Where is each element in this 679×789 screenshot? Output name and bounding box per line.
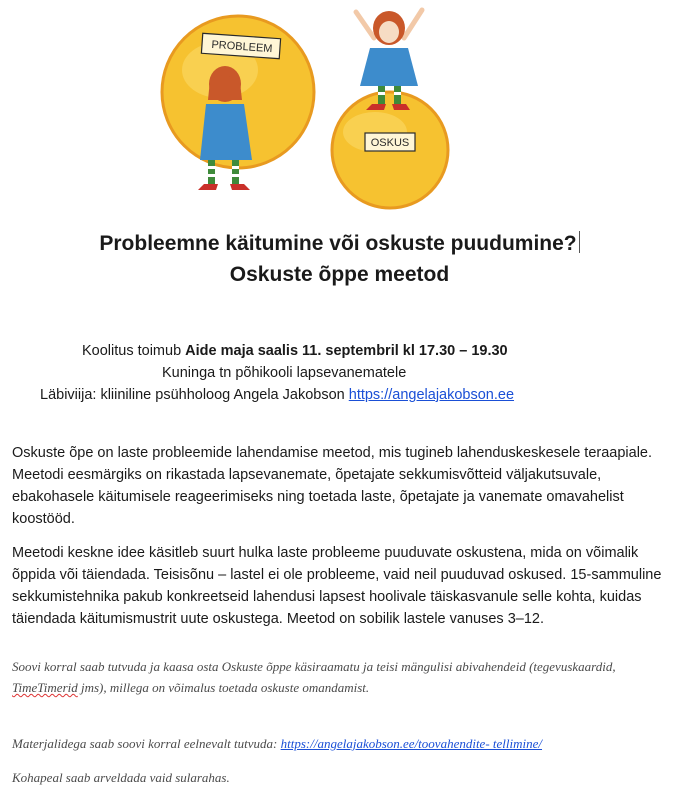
title-line-2: Oskuste õppe meetod	[229, 263, 450, 286]
event-location-line: Koolitus toimub Aide maja saalis 11. septembril kl 17.30 – 19.30	[82, 343, 508, 359]
paragraph-method-idea: Meetodi keskne idee käsitleb suurt hulka laste probleeme puuduvate oskustena, mida on võimalik õppida või täiendada. Teisisõnu – lastel ei ole probleeme, vaid neil puuduvad oskused. 15-sammuline sekkumistehnika pakub konkreetseid lahendusi lapsest hoolivale täiskasvanule selle kohta, kuidas täiendada käitumismustrit uute oskustega. Meetod on sobilik lastele vanuses 3–12.	[12, 545, 662, 627]
note-payment: Kohapeal saab arveldada vaid sularahas.	[12, 770, 230, 785]
text-cursor	[579, 231, 580, 253]
note-materials: Soovi korral saab tutvuda ja kaasa osta Oskuste õppe käsiraamatu ja teisi mängulisi abivahendeid (tegevuskaardid, TimeTimerid jms), millega on võimalus toetada oskuste omandamist.	[12, 659, 616, 695]
problem-label: PROBLEEM	[211, 38, 273, 56]
ordering-link[interactable]: https://angelajakobson.ee/toovahendite- tellimine/	[280, 736, 543, 751]
spellcheck-word: TimeTimerid	[12, 680, 78, 695]
title-line-1: Probleemne käitumine või oskuste puudumine?	[99, 232, 577, 255]
note-preview: Materjalidega saab soovi korral eelnevalt tutvuda: https://angelajakobson.ee/toovahendite- tellimine/	[12, 736, 543, 751]
event-location-bold: Aide maja saalis 11. septembril kl 17.30 – 19.30	[185, 343, 508, 359]
event-trainer-line: Läbiviija: kliiniline psühholoog Angela Jakobson https://angelajakobson.ee	[40, 387, 515, 403]
children-on-balls-illustration	[160, 0, 480, 215]
skill-label: OSKUS	[370, 137, 410, 149]
event-audience-line: Kuninga tn põhikooli lapsevanematele	[162, 365, 407, 381]
paragraph-method-intro: Oskuste õpe on laste probleemide lahendamise meetod, mis tugineb lahenduskeskesele teraapiale. Meetodi eesmärgiks on rikastada lapsevanemate, õpetajate sekkumisvõtteid väljakutsuvale, ebakohasele käitumisele reageerimiseks ning toetada laste, õpetajate ja vanemate omavahelist koostööd.	[12, 445, 653, 527]
trainer-website-link[interactable]: https://angelajakobson.ee	[348, 387, 515, 403]
page-title	[0, 228, 679, 290]
